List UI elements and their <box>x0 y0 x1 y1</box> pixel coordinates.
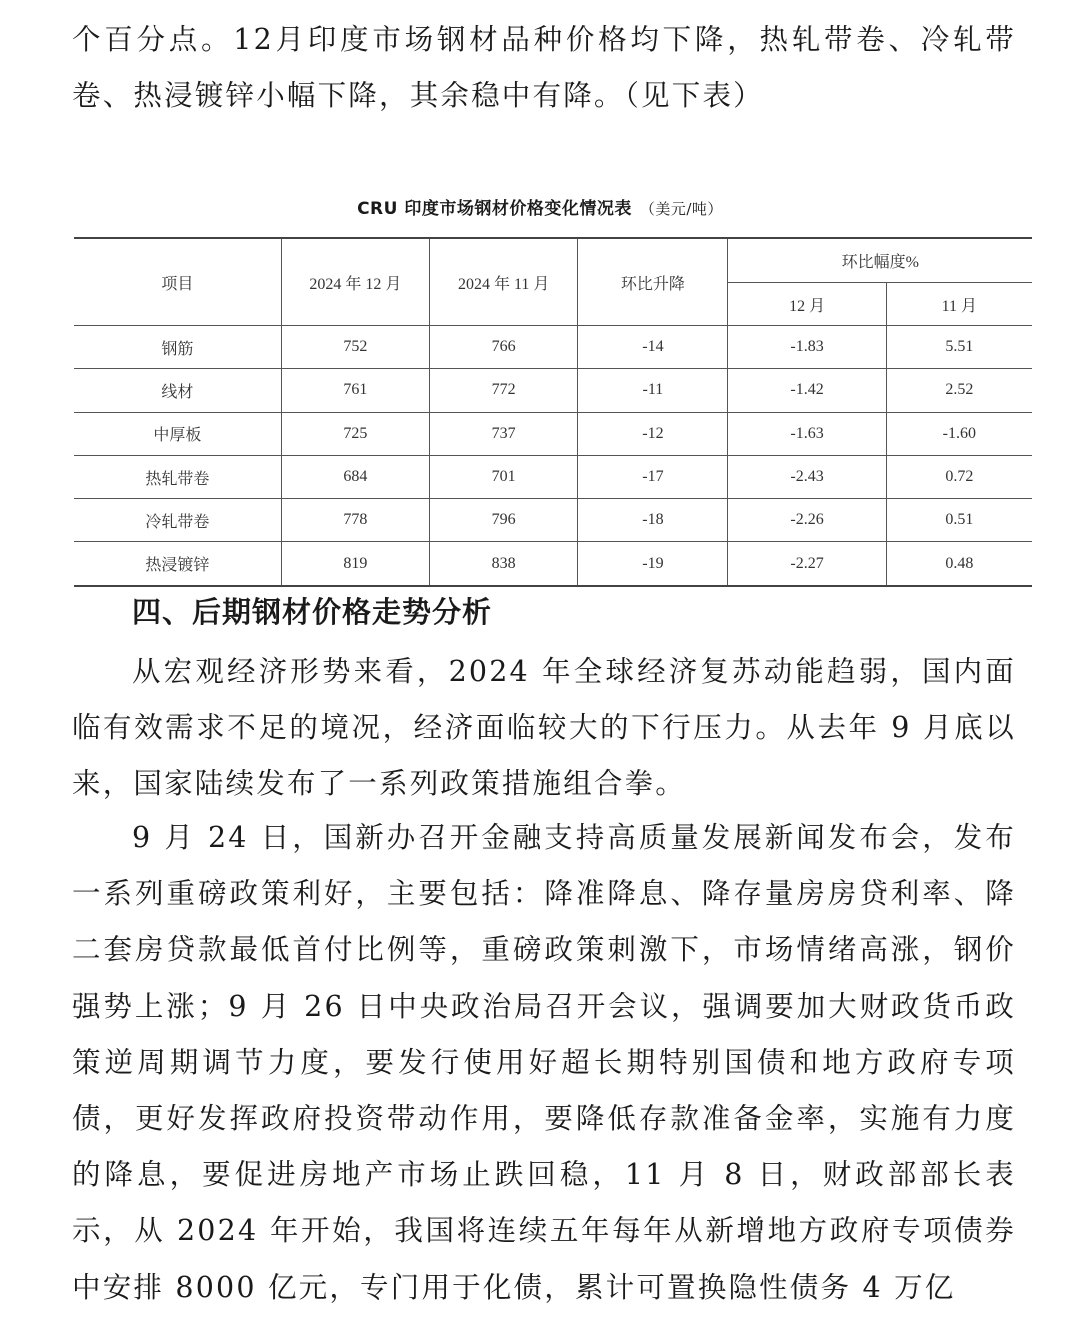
cell-pct-nov: 0.51 <box>886 499 1032 542</box>
cell-pct-dec: -1.42 <box>728 369 886 412</box>
cell-change: -19 <box>578 542 728 586</box>
table-unit: （美元/吨） <box>639 200 723 218</box>
header-mom-pct-group: 环比幅度% <box>728 238 1032 283</box>
table-row <box>74 499 1032 542</box>
cell-item: 热轧带卷 <box>74 455 281 498</box>
cell-dec: 819 <box>281 542 429 586</box>
cell-item: 冷轧带卷 <box>74 499 281 542</box>
table-row <box>74 542 1032 586</box>
cell-pct-dec: -2.27 <box>728 542 886 586</box>
cell-change: -12 <box>578 412 728 455</box>
cell-nov: 701 <box>430 455 578 498</box>
cell-pct-dec: -2.26 <box>728 499 886 542</box>
cell-item: 热浸镀锌 <box>74 542 281 586</box>
table-title-text: CRU 印度市场钢材价格变化情况表 <box>357 199 632 219</box>
table-row <box>74 369 1032 412</box>
table-row <box>74 412 1032 455</box>
header-nov-2024: 2024 年 11 月 <box>430 238 578 326</box>
cell-nov: 796 <box>430 499 578 542</box>
table-row <box>74 455 1032 498</box>
cell-pct-dec: -1.83 <box>728 326 886 369</box>
cell-dec: 752 <box>281 326 429 369</box>
cell-item: 中厚板 <box>74 412 281 455</box>
intro-paragraph: 个百分点。12月印度市场钢材品种价格均下降，热轧带卷、冷轧带卷、热浸镀锌小幅下降，其余稳中有降。（见下表） <box>72 23 1016 113</box>
cell-change: -17 <box>578 455 728 498</box>
cell-item: 线材 <box>74 369 281 412</box>
header-pct-dec: 12 月 <box>728 283 886 326</box>
cell-nov: 737 <box>430 412 578 455</box>
cell-pct-nov: 5.51 <box>886 326 1032 369</box>
cell-pct-dec: -1.63 <box>728 412 886 455</box>
cell-change: -11 <box>578 369 728 412</box>
cell-pct-nov: 0.72 <box>886 455 1032 498</box>
cell-dec: 761 <box>281 369 429 412</box>
cell-dec: 778 <box>281 499 429 542</box>
cell-pct-nov: -1.60 <box>886 412 1032 455</box>
header-item: 项目 <box>74 238 281 326</box>
body-paragraph-policy: 9 月 24 日，国新办召开金融支持高质量发展新闻发布会，发布一系列重磅政策利好，主要包括：降准降息、降存量房房贷利率、降二套房贷款最低首付比例等，重磅政策刺激下，市场情绪高涨，钢价强势上涨；9 月 26 日中央政治局召开会议，强调要加大财政货币政策逆周期调节力度，要发行使用好超长期特别国债和地方政府专项债，更好发挥政府投资带动作用，要降低存款准备金率，实施有力度的降息，要促进房地产市场止跌回稳，11 月 8 日，财政部部长表示，从 2024 年开始，我国将连续五年每年从新增地方政府专项债券中安排 8000 亿元，专门用于化债，累计可置换隐性债务 4 万亿 <box>72 821 1016 1304</box>
cell-nov: 766 <box>430 326 578 369</box>
cell-pct-nov: 0.48 <box>886 542 1032 586</box>
cell-nov: 838 <box>430 542 578 586</box>
header-mom-change: 环比升降 <box>578 238 728 326</box>
body-paragraph-macro: 从宏观经济形势来看，2024 年全球经济复苏动能趋弱，国内面临有效需求不足的境况，经济面临较大的下行压力。从去年 9 月底以来，国家陆续发布了一系列政策措施组合拳。 <box>72 655 1016 801</box>
header-pct-nov: 11 月 <box>886 283 1032 326</box>
table-row <box>74 326 1032 369</box>
cell-pct-nov: 2.52 <box>886 369 1032 412</box>
cell-item: 钢筋 <box>74 326 281 369</box>
cell-dec: 725 <box>281 412 429 455</box>
table-title <box>0 194 1080 219</box>
cell-change: -18 <box>578 499 728 542</box>
cell-nov: 772 <box>430 369 578 412</box>
header-dec-2024: 2024 年 12 月 <box>281 238 429 326</box>
cell-dec: 684 <box>281 455 429 498</box>
section-heading: 四、后期钢材价格走势分析 <box>132 595 493 629</box>
cell-change: -14 <box>578 326 728 369</box>
steel-price-table <box>74 237 1032 587</box>
cell-pct-dec: -2.43 <box>728 455 886 498</box>
